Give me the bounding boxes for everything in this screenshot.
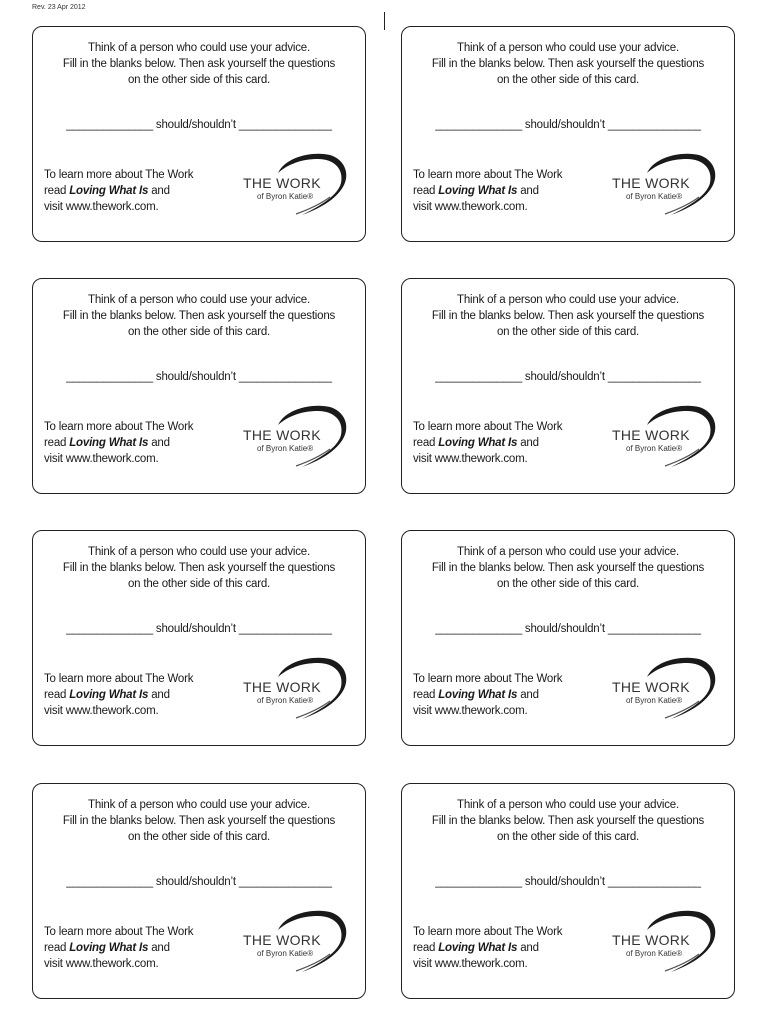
fill-in-blanks xyxy=(33,371,365,383)
learn-line: To learn more about The Work xyxy=(44,673,194,685)
fill-in-blanks xyxy=(402,876,734,888)
card-instructions xyxy=(402,292,734,340)
website-line: visit www.thework.com. xyxy=(44,705,159,717)
the-work-logo xyxy=(607,908,719,974)
instruction-line: Fill in the blanks below. Then ask yourself the questions xyxy=(431,310,705,322)
learn-more-text xyxy=(44,671,193,719)
logo-title: THE WORK xyxy=(243,679,321,695)
blank-connector: should/shouldn’t xyxy=(152,119,239,131)
logo-title: THE WORK xyxy=(612,427,690,443)
learn-line: read Loving What Is and xyxy=(413,942,539,954)
learn-more-text xyxy=(413,924,562,972)
learn-line: read Loving What Is and xyxy=(44,689,170,701)
instruction-line: Think of a person who could use your advice. xyxy=(457,294,679,306)
learn-more-text xyxy=(413,671,562,719)
fill-in-blanks xyxy=(33,119,365,131)
instruction-line: Think of a person who could use your advice. xyxy=(88,799,310,811)
fill-in-blanks xyxy=(33,623,365,635)
logo-subtitle: of Byron Katie® xyxy=(626,444,683,453)
logo-subtitle: of Byron Katie® xyxy=(626,949,683,958)
the-work-logo xyxy=(607,151,719,217)
instruction-line: on the other side of this card. xyxy=(127,74,271,86)
learn-more-text xyxy=(44,167,193,215)
instruction-line: Fill in the blanks below. Then ask yourself the questions xyxy=(431,562,705,574)
learn-line: To learn more about The Work xyxy=(44,421,194,433)
learn-more-text xyxy=(413,167,562,215)
fill-in-blanks xyxy=(402,119,734,131)
blank-right[interactable]: _______________ xyxy=(607,119,701,131)
logo-title: THE WORK xyxy=(612,175,690,191)
instruction-line: Think of a person who could use your advice. xyxy=(457,799,679,811)
logo-title: THE WORK xyxy=(612,932,690,948)
instruction-line: on the other side of this card. xyxy=(127,578,271,590)
blank-connector: should/shouldn’t xyxy=(152,623,239,635)
website-line: visit www.thework.com. xyxy=(413,705,528,717)
the-work-logo xyxy=(238,655,350,721)
card-instructions xyxy=(402,40,734,88)
advice-card xyxy=(401,530,735,746)
instruction-line: on the other side of this card. xyxy=(127,831,271,843)
instruction-line: on the other side of this card. xyxy=(496,578,640,590)
learn-line: To learn more about The Work xyxy=(44,926,194,938)
instruction-line: Think of a person who could use your advice. xyxy=(457,546,679,558)
learn-line: read Loving What Is and xyxy=(44,185,170,197)
card-instructions xyxy=(402,544,734,592)
blank-connector: should/shouldn’t xyxy=(521,119,608,131)
card-instructions xyxy=(33,544,365,592)
the-work-logo xyxy=(607,655,719,721)
instruction-line: Think of a person who could use your advice. xyxy=(457,42,679,54)
instruction-line: Fill in the blanks below. Then ask yourself the questions xyxy=(62,58,336,70)
instruction-line: Fill in the blanks below. Then ask yourself the questions xyxy=(62,310,336,322)
advice-card xyxy=(32,26,366,242)
learn-line: To learn more about The Work xyxy=(44,169,194,181)
blank-connector: should/shouldn’t xyxy=(152,876,239,888)
blank-right[interactable]: _______________ xyxy=(238,876,332,888)
instruction-line: on the other side of this card. xyxy=(496,74,640,86)
website-line: visit www.thework.com. xyxy=(44,201,159,213)
instruction-line: Think of a person who could use your advice. xyxy=(88,294,310,306)
advice-card xyxy=(401,783,735,999)
card-instructions xyxy=(33,797,365,845)
the-work-logo xyxy=(607,403,719,469)
blank-left[interactable]: ______________ xyxy=(435,371,522,383)
instruction-line: Think of a person who could use your advice. xyxy=(88,42,310,54)
instruction-line: on the other side of this card. xyxy=(496,831,640,843)
blank-left[interactable]: ______________ xyxy=(435,876,522,888)
advice-card xyxy=(32,530,366,746)
learn-more-text xyxy=(44,419,193,467)
learn-line: read Loving What Is and xyxy=(44,942,170,954)
logo-subtitle: of Byron Katie® xyxy=(626,192,683,201)
learn-more-text xyxy=(413,419,562,467)
blank-right[interactable]: _______________ xyxy=(607,876,701,888)
the-work-logo xyxy=(238,403,350,469)
advice-card xyxy=(401,26,735,242)
blank-left[interactable]: ______________ xyxy=(435,119,522,131)
the-work-logo xyxy=(238,908,350,974)
learn-line: To learn more about The Work xyxy=(413,673,563,685)
website-line: visit www.thework.com. xyxy=(413,453,528,465)
instruction-line: Fill in the blanks below. Then ask yourself the questions xyxy=(62,562,336,574)
website-line: visit www.thework.com. xyxy=(413,201,528,213)
blank-left[interactable]: ______________ xyxy=(66,623,153,635)
blank-right[interactable]: _______________ xyxy=(238,119,332,131)
instruction-line: on the other side of this card. xyxy=(127,326,271,338)
revision-date: Rev. 23 Apr 2012 xyxy=(32,4,86,11)
blank-left[interactable]: ______________ xyxy=(66,119,153,131)
blank-left[interactable]: ______________ xyxy=(66,371,153,383)
advice-card xyxy=(401,278,735,494)
book-title: Loving What Is xyxy=(69,942,149,954)
instruction-line: Fill in the blanks below. Then ask yourself the questions xyxy=(431,58,705,70)
book-title: Loving What Is xyxy=(69,689,149,701)
learn-line: read Loving What Is and xyxy=(413,437,539,449)
learn-line: read Loving What Is and xyxy=(44,437,170,449)
instruction-line: Think of a person who could use your advice. xyxy=(88,546,310,558)
website-line: visit www.thework.com. xyxy=(413,958,528,970)
blank-connector: should/shouldn’t xyxy=(152,371,239,383)
blank-left[interactable]: ______________ xyxy=(435,623,522,635)
logo-title: THE WORK xyxy=(243,427,321,443)
blank-connector: should/shouldn’t xyxy=(521,623,608,635)
instruction-line: Fill in the blanks below. Then ask yourself the questions xyxy=(431,815,705,827)
blank-right[interactable]: _______________ xyxy=(607,371,701,383)
blank-right[interactable]: _______________ xyxy=(607,623,701,635)
card-instructions xyxy=(402,797,734,845)
book-title: Loving What Is xyxy=(438,689,518,701)
card-instructions xyxy=(33,292,365,340)
learn-line: read Loving What Is and xyxy=(413,185,539,197)
learn-line: To learn more about The Work xyxy=(413,169,563,181)
website-line: visit www.thework.com. xyxy=(44,453,159,465)
learn-line: To learn more about The Work xyxy=(413,926,563,938)
fill-in-blanks xyxy=(402,371,734,383)
book-title: Loving What Is xyxy=(438,185,518,197)
logo-subtitle: of Byron Katie® xyxy=(257,696,314,705)
blank-right[interactable]: _______________ xyxy=(238,371,332,383)
logo-title: THE WORK xyxy=(612,679,690,695)
book-title: Loving What Is xyxy=(69,437,149,449)
card-instructions xyxy=(33,40,365,88)
book-title: Loving What Is xyxy=(438,437,518,449)
logo-subtitle: of Byron Katie® xyxy=(257,949,314,958)
fill-in-blanks xyxy=(33,876,365,888)
logo-title: THE WORK xyxy=(243,175,321,191)
logo-subtitle: of Byron Katie® xyxy=(626,696,683,705)
fill-in-blanks xyxy=(402,623,734,635)
blank-right[interactable]: _______________ xyxy=(238,623,332,635)
logo-subtitle: of Byron Katie® xyxy=(257,444,314,453)
instruction-line: Fill in the blanks below. Then ask yourself the questions xyxy=(62,815,336,827)
website-line: visit www.thework.com. xyxy=(44,958,159,970)
blank-connector: should/shouldn’t xyxy=(521,371,608,383)
logo-title: THE WORK xyxy=(243,932,321,948)
crop-mark xyxy=(384,12,385,30)
blank-left[interactable]: ______________ xyxy=(66,876,153,888)
advice-card xyxy=(32,783,366,999)
instruction-line: on the other side of this card. xyxy=(496,326,640,338)
learn-more-text xyxy=(44,924,193,972)
blank-connector: should/shouldn’t xyxy=(521,876,608,888)
logo-subtitle: of Byron Katie® xyxy=(257,192,314,201)
the-work-logo xyxy=(238,151,350,217)
learn-line: read Loving What Is and xyxy=(413,689,539,701)
book-title: Loving What Is xyxy=(69,185,149,197)
advice-card xyxy=(32,278,366,494)
learn-line: To learn more about The Work xyxy=(413,421,563,433)
book-title: Loving What Is xyxy=(438,942,518,954)
